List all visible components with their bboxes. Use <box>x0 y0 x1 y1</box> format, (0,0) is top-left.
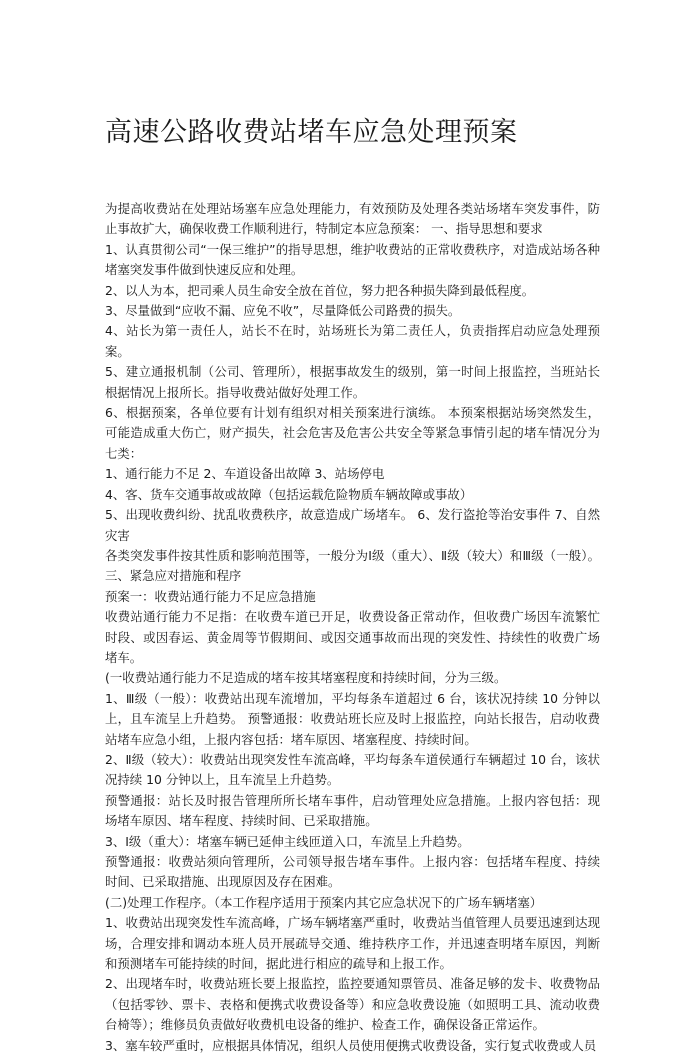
paragraph: 预警通报：收费站须向管理所，公司领导报告堵车事件。上报内容：包括堵车程度、持续时间、已采取措施、出现原因及存在困难。 <box>105 854 600 890</box>
paragraph: 6、根据预案，各单位要有计划有组织对相关预案进行演练。 本预案根据站场突然发生，可能造成重大伤亡，财产损失，社会危害及危害公共安全等紧急事情引起的堵车情况分为七类： <box>105 405 600 461</box>
paragraph: 3、Ⅰ级（重大）：堵塞车辆已延伸主线匝道入口，车流呈上升趋势。 <box>105 833 470 849</box>
document-body <box>105 199 600 1056</box>
paragraph: 4、客、货车交通事故或故障（包括运载危险物质车辆故障或事故） <box>105 486 473 502</box>
paragraph: 各类突发事件按其性质和影响范围等，一般分为Ⅰ级（重大）、Ⅱ级（较大）和Ⅲ级（一般）。三、紧急应对措施和程序 <box>105 547 600 584</box>
paragraph: 1、通行能力不足 2、车道设备出故障 3、站场停电 <box>105 466 385 482</box>
document-title: 高速公路收费站堵车应急处理预案 <box>105 117 518 148</box>
paragraph: 1、认真贯彻公司“一保三维护”的指导思想，维护收费站的正常收费秩序，对造成站场各种堵塞突发事件做到快速反应和处理。 <box>105 241 600 278</box>
paragraph: 为提高收费站在处理站场塞车应急处理能力，有效预防及处理各类站场堵车突发事件，防止事故扩大，确保收费工作顺利进行，特制定本应急预案： 一、指导思想和要求 <box>105 201 600 237</box>
paragraph: 收费站通行能力不足指：在收费车道已开足，收费设备正常动作，但收费广场因车流繁忙时段、或因春运、黄金周等节假期间、或因交通事故而出现的突发性、持续性的收费广场堵车。 <box>105 609 600 665</box>
paragraph: 2、以人为本，把司乘人员生命安全放在首位，努力把各种损失降到最低程度。 <box>105 282 535 298</box>
paragraph: 预案一：收费站通行能力不足应急措施 <box>105 588 316 604</box>
paragraph: (二)处理工作程序。（本工作程序适用于预案内其它应急状况下的广场车辆堵塞） <box>105 894 543 910</box>
paragraph: (一收费站通行能力不足造成的堵车按其堵塞程度和持续时间，分为三级。 <box>105 670 507 686</box>
paragraph: 1、收费站出现突发性车流高峰，广场车辆堵塞严重时，收费站当值管理人员要迅速到达现场，合理安排和调动本班人员开展疏导交通、维持秩序工作，并迅速查明堵车原因，判断和预测堵车可能持续的时间，据此进行相应的疏导和上报工作。 <box>105 915 600 972</box>
paragraph: 1、Ⅲ级（一般）：收费站出现车流增加，平均每条车道超过 6 台，该状况持续 10 分钟以上，且车流呈上升趋势。 预警通报：收费站班长应及时上报监控，向站长报告，启动收费站堵车应急小组，上报内容包括：堵车原因、堵塞程度、持续时间。 <box>105 690 600 747</box>
paragraph: 4、站长为第一责任人，站长不在时，站场班长为第二责任人，负责指挥启动应急处理预案。 <box>105 323 600 359</box>
paragraph: 2、出现堵车时，收费站班长要上报监控，监控要通知票管员、准备足够的发卡、收费物品（包括零钞、票卡、表格和便携式收费设备等）和应急收费设施（如照明工具、流动收费台椅等）；维修员负责做好收费机电设备的维护、检查工作，确保设备正常运作。 <box>105 976 600 1033</box>
paragraph: 3、塞车较严重时，应根据具体情况，组织人员使用便携式收费设备，实行复式收费或人员 <box>105 1037 597 1053</box>
paragraph: 预警通报：站长及时报告管理所所长堵车事件，启动管理处应急措施。上报内容包括：现场堵车原因、堵车程度、持续时间、已采取措施。 <box>105 792 600 829</box>
paragraph: 5、出现收费纠纷、扰乱收费秩序，故意造成广场堵车。 6、发行盗抢等治安事件 7、自然灾害 <box>105 507 600 543</box>
paragraph: 5、建立通报机制（公司、管理所），根据事故发生的级别，第一时间上报监控，当班站长根据情况上报所长。指导收费站做好处理工作。 <box>105 364 600 400</box>
paragraph: 3、尽量做到“应收不漏、应免不收”，尽量降低公司路费的损失。 <box>105 303 461 319</box>
paragraph: 2、Ⅱ级（较大）：收费站出现突发性车流高峰，平均每条车道侯通行车辆超过 10 台，该状况持续 10 分钟以上，且车流呈上升趋势。 <box>105 751 600 788</box>
